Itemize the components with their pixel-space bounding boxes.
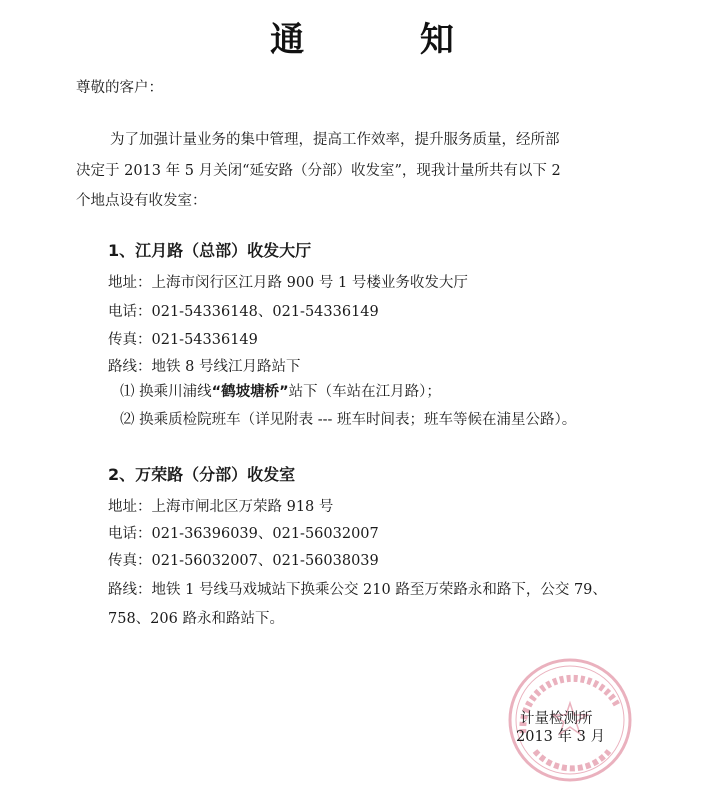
section1-address: 地址：上海市闵行区江月路 900 号 1 号楼业务收发大厅: [108, 275, 468, 291]
intro-line-3: 个地点设有收发室：: [76, 193, 207, 209]
document-title: 通 知: [270, 20, 506, 60]
salutation: 尊敬的客户：: [76, 80, 163, 96]
option1-prefix: ⑴ 换乘川浦线: [120, 384, 212, 400]
signature-org: 计量检测所: [520, 711, 593, 727]
section2-route-line-1: 路线：地铁 1 号线马戏城站下换乘公交 210 路至万荣路永和路下，公交 79、: [108, 582, 607, 598]
section2-phone: 电话：021-36396039、021-56032007: [108, 526, 379, 542]
section2-route-line-2: 758、206 路永和路站下。: [108, 611, 284, 627]
section1-fax: 传真：021-54336149: [108, 332, 258, 348]
section2-address: 地址：上海市闸北区万荣路 918 号: [108, 499, 334, 515]
section1-heading: 1、江月路（总部）收发大厅: [108, 241, 312, 260]
section1-option-1: [120, 382, 441, 402]
signature-date: 2013 年 3 月: [516, 729, 605, 745]
section1-phone: 电话：021-54336148、021-54336149: [108, 304, 379, 320]
section1-option-2: ⑵ 换乘质检院班车（详见附表 --- 班车时间表；班车等候在浦星公路）。: [120, 412, 577, 428]
intro-line-2: 决定于 2013 年 5 月关闭“延安路（分部）收发室”，现我计量所共有以下 2: [76, 163, 561, 179]
option1-suffix: 站下（车站在江月路）；: [288, 384, 441, 400]
section2-fax: 传真：021-56032007、021-56038039: [108, 553, 379, 569]
intro-line-1: 为了加强计量业务的集中管理，提高工作效率，提升服务质量，经所部: [110, 132, 560, 148]
option1-station: “鹤坡塘桥”: [211, 384, 289, 400]
section2-heading: 2、万荣路（分部）收发室: [108, 465, 296, 484]
section1-route: 路线：地铁 8 号线江月路站下: [108, 359, 301, 375]
